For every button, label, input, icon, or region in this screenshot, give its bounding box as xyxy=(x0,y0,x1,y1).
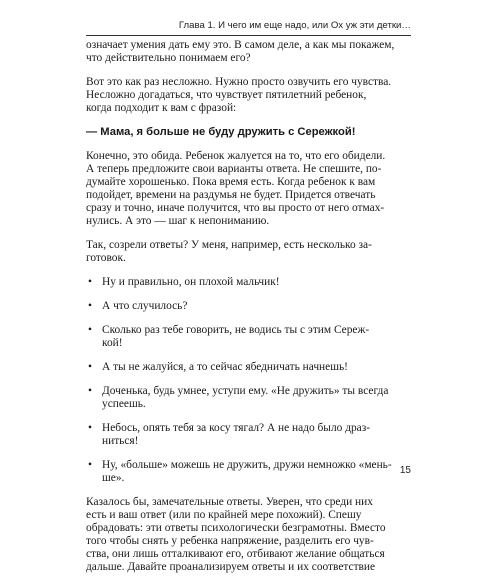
text-line: обрадовать: эти ответы психологически безграмотны. Вместо xyxy=(86,522,386,534)
text-line: ше». xyxy=(102,472,125,484)
text-line: думайте хорошенько. Пока время есть. Когда ребенок к вам xyxy=(86,176,376,188)
text-line: Ну и правильно, он плохой мальчик! xyxy=(102,276,280,288)
text-line: Доченька, будь умнее, уступи ему. «Не дружить» ты всегда xyxy=(102,385,389,397)
text-line: дальше. Давайте проанализируем ответы и их соответствие xyxy=(86,561,376,573)
page-body xyxy=(86,39,411,585)
paragraph-5 xyxy=(86,239,411,265)
text-line: — Мама, я больше не буду дружить с Сережкой! xyxy=(86,126,356,138)
bullet-icon: • xyxy=(88,324,92,336)
text-line: есть и ваш ответ (или по крайней мере похожий). Спешу xyxy=(86,509,362,521)
text-line: А теперь предложите свои варианты ответа. Не спешите, по- xyxy=(86,163,382,175)
text-line: ства, они лишь отталкивают его, отбивают желание общаться xyxy=(86,548,385,560)
text-line: сразу и точно, иначе получится, что вы просто от него отмах- xyxy=(86,202,385,214)
text-line: А ты не жалуйся, а то сейчас ябедничать начнешь! xyxy=(102,361,348,373)
text-line: Сколько раз тебе говорить, не водись ты с этим Сереж- xyxy=(102,324,370,336)
text-line: подойдет, времени на раздумья не будет. Придется отвечать xyxy=(86,189,376,201)
running-header: Глава 1. И чего им еще надо, или Ох уж эти детки… xyxy=(178,20,411,31)
paragraph-4 xyxy=(86,150,411,228)
list-item xyxy=(86,276,411,289)
list-item xyxy=(86,324,411,350)
bullet-icon: • xyxy=(88,422,92,434)
text-line: готовок. xyxy=(86,252,126,264)
text-line: Вот это как раз несложно. Нужно просто озвучить его чувства. xyxy=(86,76,392,88)
paragraph-1 xyxy=(86,39,411,65)
text-line: Казалось бы, замечательные ответы. Уверен, что среди них xyxy=(86,496,373,508)
text-line: того чтобы снять у ребенка напряжение, разделить его чув- xyxy=(86,535,374,547)
text-line: ниться! xyxy=(102,435,139,447)
text-line: нулись. А это — шаг к непониманию. xyxy=(86,215,270,227)
text-line: Несложно догадаться, что чувствует пятилетний ребенок, xyxy=(86,89,367,101)
paragraph-6 xyxy=(86,496,411,574)
bullet-icon: • xyxy=(88,300,92,312)
text-line: что действительно понимаем его? xyxy=(86,52,251,64)
list-item xyxy=(86,422,411,448)
list-item xyxy=(86,385,411,411)
list-item xyxy=(86,300,411,313)
list-item xyxy=(86,361,411,374)
bullet-icon: • xyxy=(88,385,92,397)
text-line: А что случилось? xyxy=(102,300,188,312)
text-line: Ну, «больше» можешь не дружить, дружи немножко «мень- xyxy=(102,459,392,471)
answer-list xyxy=(86,276,411,485)
paragraph-2 xyxy=(86,76,411,115)
text-line: успеешь. xyxy=(102,398,146,410)
bullet-icon: • xyxy=(88,361,92,373)
bullet-icon: • xyxy=(88,276,92,288)
text-line: Конечно, это обида. Ребенок жалуется на то, что его обидели. xyxy=(86,150,386,162)
text-line: Так, созрели ответы? У меня, например, есть несколько за- xyxy=(86,239,372,251)
header-rule xyxy=(86,35,411,36)
text-line: Небось, опять тебя за косу тягал? А не надо было драз- xyxy=(102,422,371,434)
text-line: кой! xyxy=(102,337,123,349)
text-line: когда подходит к вам с фразой: xyxy=(86,102,237,114)
bullet-icon: • xyxy=(88,459,92,471)
text-line: означает умения дать ему это. В самом деле, а как мы покажем, xyxy=(86,39,395,51)
child-quote xyxy=(86,126,411,139)
page-number: 15 xyxy=(399,465,411,476)
